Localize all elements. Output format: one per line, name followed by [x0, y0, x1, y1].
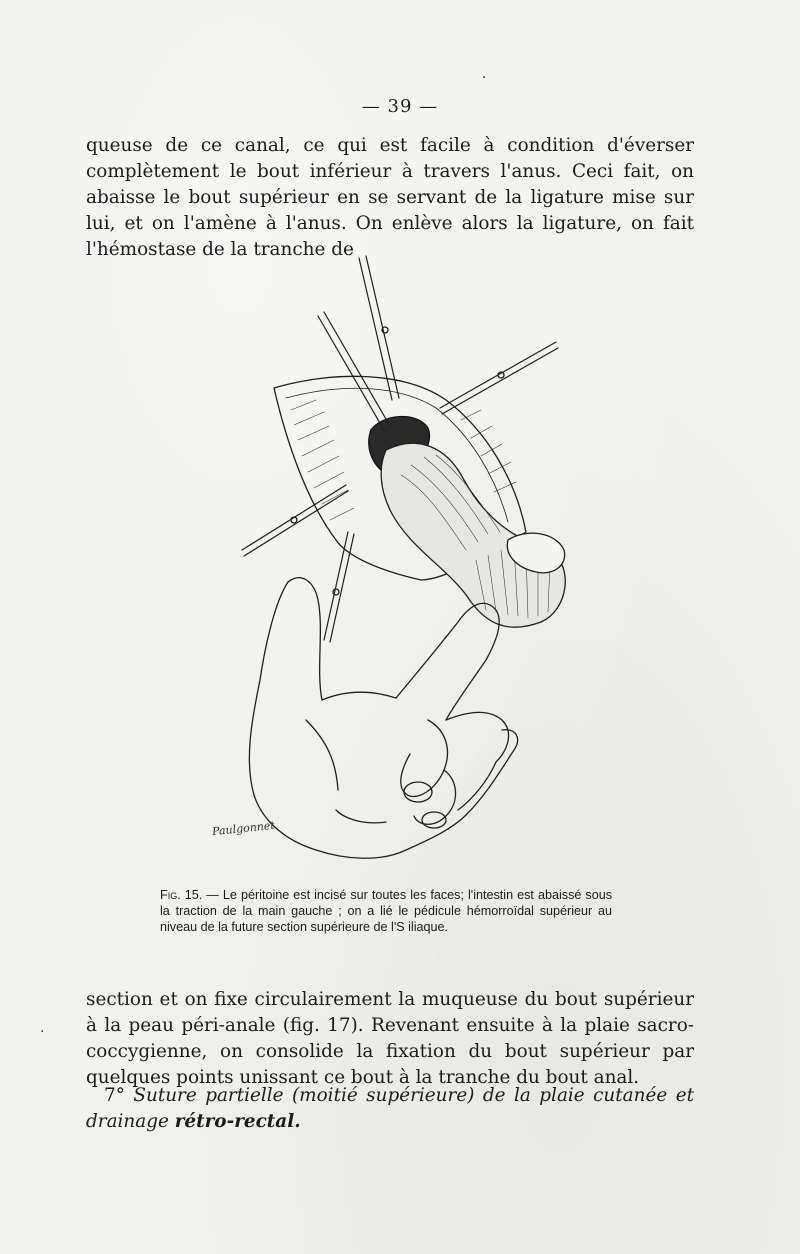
section-title-paren: (moitié supérieure) — [292, 1085, 475, 1106]
figure-15-illustration — [196, 250, 606, 880]
section-title-bold: rétro-rectal. — [174, 1111, 301, 1132]
section-title-part1: Suture partielle — [133, 1085, 284, 1106]
figure-label: Fig. 15. — [160, 888, 203, 902]
margin-dot: · — [40, 1024, 45, 1040]
paragraph-top: queuse de ce canal, ce qui est facile à condition d'éverser complètement le bout inférieur à travers l'anus. Ceci fait, on abaisse le bout supérieur en se servant de la ligature mise sur lui, et on l'amène à l'anus. On enlève alors la ligature, on fait l'hémostase de la tranche de — [86, 135, 694, 260]
figure-caption-text: — Le péritoine est incisé sur toutes les faces; l'intestin est abaissé sous la traction de la main gauche ; on a lié le pédicule hémorroïdal supérieur au niveau de la future section supérieure de l'S iliaque. — [160, 888, 613, 934]
figure-caption — [160, 887, 612, 935]
page-number: — 39 — — [361, 96, 439, 117]
margin-dot-top: · — [482, 70, 487, 86]
paragraph-bottom: section et on fixe circulairement la muqueuse du bout supérieur à la peau péri-anale (fig. 17). Revenant ensuite à la plaie sacro-coccygienne, on consolide la fixation du bout supérieur par quelques points unissant ce bout à la tranche du bout anal. — [86, 989, 694, 1088]
section-heading — [86, 1083, 694, 1135]
artist-signature: Paulgonnet — [211, 818, 276, 839]
section-title-part2: de la plaie cutanée et drainage — [86, 1085, 694, 1132]
section-number: 7° — [104, 1085, 125, 1106]
